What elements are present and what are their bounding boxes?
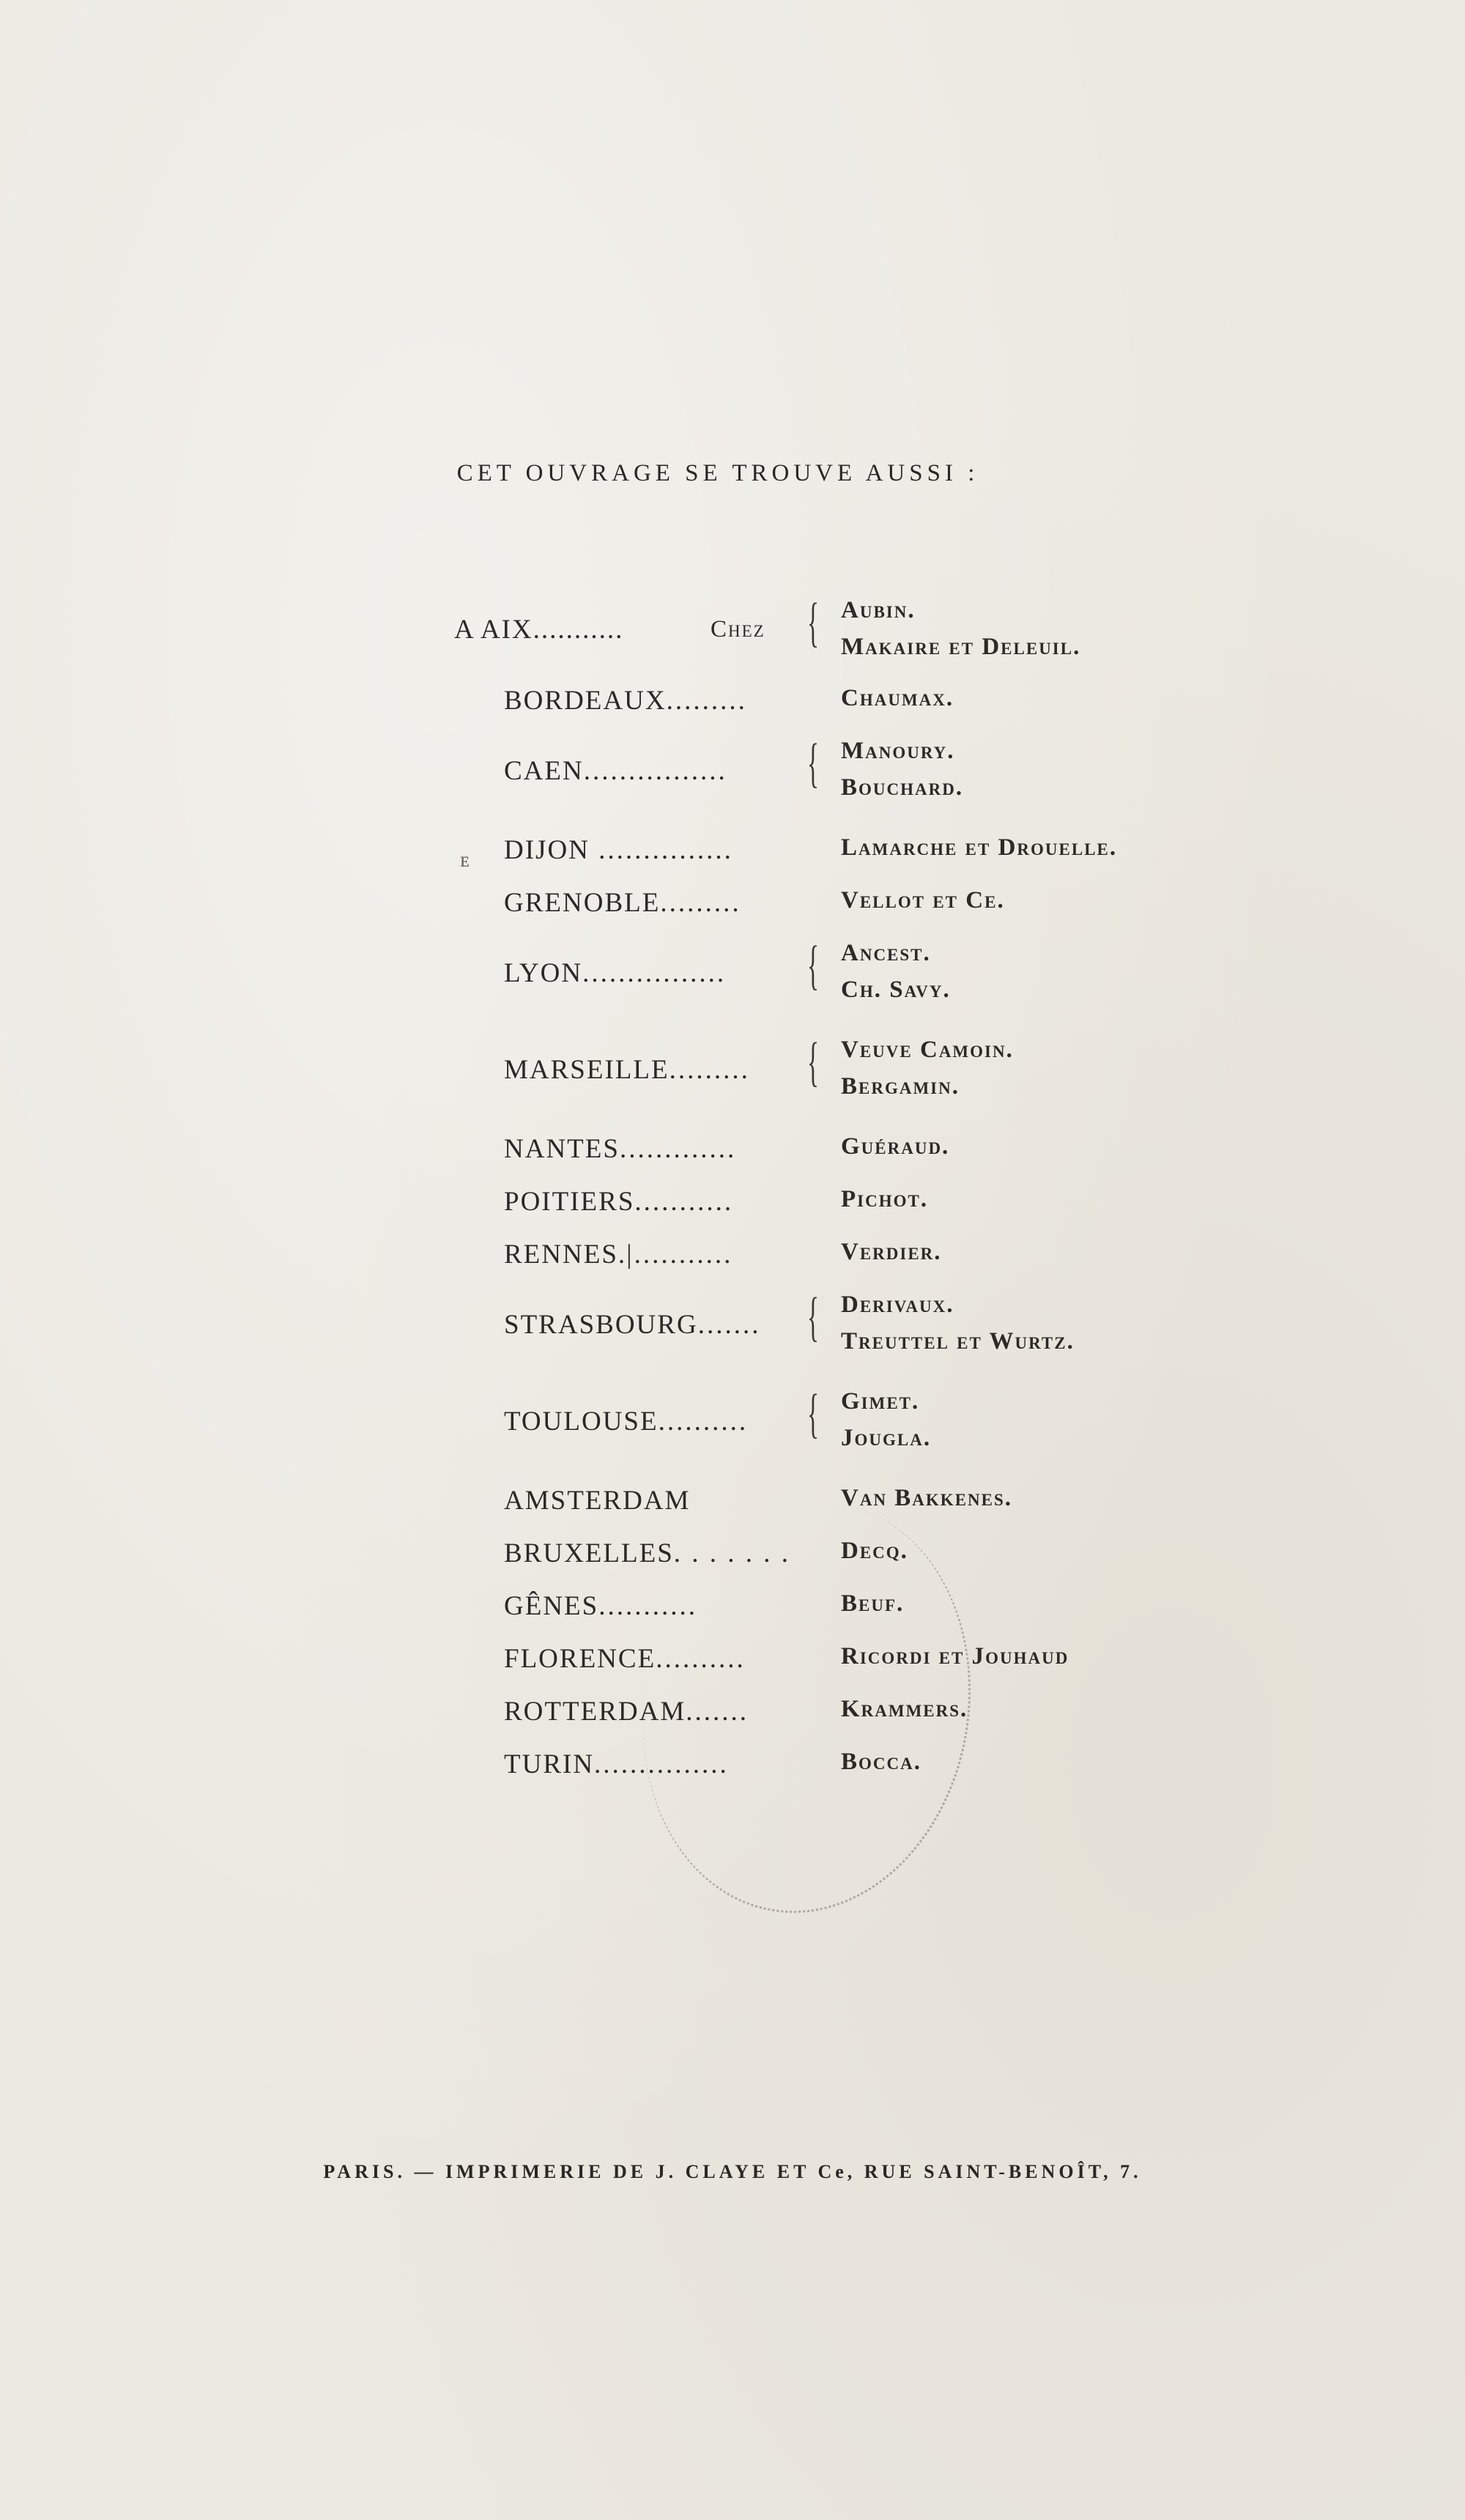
leader-dots: ......... xyxy=(669,1055,750,1085)
bookseller-name: Ch. Savy. xyxy=(841,976,951,1003)
city-label: RENNES. xyxy=(504,1239,627,1270)
brace-icon: { xyxy=(807,1287,819,1347)
city-name xyxy=(504,1590,697,1622)
bookseller-name: Makaire et Deleuil. xyxy=(841,634,1081,660)
city-label: TURIN xyxy=(504,1749,595,1779)
entry-gênes xyxy=(0,1590,1465,1642)
bookseller-name: Chaumax. xyxy=(841,685,954,711)
city-name xyxy=(504,1749,729,1780)
bookseller-name: Vellot et Ce. xyxy=(841,887,1005,914)
bookseller-name: Bocca. xyxy=(841,1749,921,1775)
city-label: STRASBOURG xyxy=(504,1310,698,1340)
entry-lyon xyxy=(0,935,1465,1003)
leader-dots: ............... xyxy=(589,835,733,865)
bookseller-name: Krammers. xyxy=(841,1696,968,1722)
leader-dots: .......... xyxy=(658,1407,749,1437)
entry-nantes xyxy=(0,1133,1465,1185)
entry-florence xyxy=(0,1643,1465,1694)
city-name xyxy=(504,1696,749,1727)
bookseller-name: Lamarche et Drouelle. xyxy=(841,834,1118,861)
entry-marseille xyxy=(0,1032,1465,1100)
leader-dots: ......... xyxy=(660,888,741,918)
city-name xyxy=(504,1643,746,1675)
leader-dots: |........... xyxy=(626,1239,733,1270)
leader-dots: ........... xyxy=(598,1591,697,1621)
entry-turin xyxy=(0,1749,1465,1800)
city-label: DIJON xyxy=(504,835,590,865)
bookseller-name: Treuttel et Wurtz. xyxy=(841,1328,1075,1354)
city-name xyxy=(504,1538,790,1569)
entry-bordeaux xyxy=(0,685,1465,736)
city-label: GRENOBLE xyxy=(504,888,661,918)
city-label: AMSTERDAM xyxy=(504,1486,691,1516)
city-label: POITIERS xyxy=(504,1187,635,1217)
city-label: FLORENCE xyxy=(504,1644,656,1674)
brace-icon: { xyxy=(807,733,819,793)
bookseller-name: Guéraud. xyxy=(841,1133,950,1160)
city-label: CAEN xyxy=(504,756,584,786)
bookseller-name: Beuf. xyxy=(841,1590,905,1617)
leader-dots: .......... xyxy=(656,1644,746,1674)
city-name xyxy=(504,1406,748,1437)
city-name xyxy=(504,755,727,787)
brace-icon: { xyxy=(807,1384,819,1444)
entry-strasbourg xyxy=(0,1287,1465,1354)
entry-bruxelles xyxy=(0,1538,1465,1589)
bookseller-name: Bergamin. xyxy=(841,1073,960,1100)
leader-dots: ................ xyxy=(583,756,727,786)
bookseller-name: Ricordi et Jouhaud xyxy=(841,1643,1069,1670)
printer-imprint: PARIS. — IMPRIMERIE DE J. CLAYE ET Ce, RUE SAINT-BENOÎT, 7. xyxy=(323,2161,1142,2182)
entry-rotterdam xyxy=(0,1696,1465,1747)
city-name xyxy=(504,1239,732,1270)
brace-icon: { xyxy=(807,1032,819,1092)
city-label: MARSEILLE xyxy=(504,1055,670,1085)
bookseller-name: Aubin. xyxy=(841,597,916,623)
leader-dots: ............. xyxy=(619,1134,737,1164)
entry-toulouse xyxy=(0,1384,1465,1451)
leader-dots: ............... xyxy=(594,1749,729,1779)
bookseller-name: Manoury. xyxy=(841,738,955,764)
city-name xyxy=(504,1186,733,1218)
leader-dots: ....... xyxy=(697,1310,761,1340)
bookseller-name: Veuve Camoin. xyxy=(841,1037,1014,1063)
city-name xyxy=(504,957,726,989)
city-label: LYON xyxy=(504,958,583,988)
entry-poitiers xyxy=(0,1186,1465,1237)
city-name xyxy=(504,887,741,919)
entry-dijon xyxy=(0,834,1465,886)
city-name xyxy=(504,685,747,716)
bookseller-name: Derivaux. xyxy=(841,1292,954,1318)
bookseller-name: Ancest. xyxy=(841,940,931,966)
city-label: GÊNES xyxy=(504,1591,599,1621)
entry-rennes xyxy=(0,1239,1465,1290)
city-label: TOULOUSE xyxy=(504,1407,659,1437)
entry-amsterdam xyxy=(0,1485,1465,1536)
bookseller-name: Gimet. xyxy=(841,1388,920,1415)
chez-label: Chez xyxy=(711,616,765,642)
city-label: BRUXELLES xyxy=(504,1538,674,1568)
city-name xyxy=(454,614,623,645)
brace-icon: { xyxy=(807,593,819,653)
city-name xyxy=(504,1309,760,1341)
city-name xyxy=(504,1485,690,1516)
bookseller-name: Decq. xyxy=(841,1538,908,1564)
city-name xyxy=(504,834,733,866)
city-name xyxy=(504,1054,750,1086)
leader-dots: ......... xyxy=(666,686,747,716)
city-name xyxy=(504,1133,736,1165)
city-label: A AIX xyxy=(454,615,533,645)
bookseller-name: Verdier. xyxy=(841,1239,942,1265)
bookseller-name: Bouchard. xyxy=(841,774,964,801)
bookseller-name: Jougla. xyxy=(841,1425,932,1451)
city-label: BORDEAUX xyxy=(504,686,667,716)
leader-dots: ....... xyxy=(686,1697,749,1727)
leader-dots: ................ xyxy=(582,958,727,988)
entry-aix xyxy=(0,593,1465,660)
city-label: NANTES xyxy=(504,1134,620,1164)
ink-mark-icon: ᴇ xyxy=(460,848,470,872)
bookseller-name: Pichot. xyxy=(841,1186,929,1212)
entry-caen xyxy=(0,733,1465,801)
leader-dots: ........... xyxy=(533,615,624,645)
entry-grenoble xyxy=(0,887,1465,938)
page-heading: CET OUVRAGE SE TROUVE AUSSI : xyxy=(456,460,979,486)
city-label: ROTTERDAM xyxy=(504,1697,686,1727)
leader-dots: ........... xyxy=(634,1187,734,1217)
brace-icon: { xyxy=(807,935,819,996)
bookseller-name: Van Bakkenes. xyxy=(841,1485,1013,1511)
leader-dots: . . . . . . . xyxy=(673,1538,791,1568)
